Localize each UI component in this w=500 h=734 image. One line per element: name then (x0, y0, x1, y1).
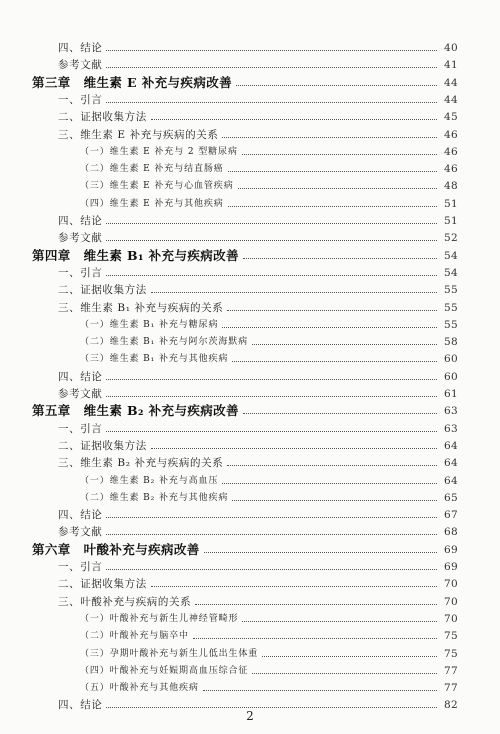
toc-entry-title: （二）叶酸补充与脑卒中 (80, 631, 189, 642)
toc-section-entry[interactable] (58, 520, 458, 538)
toc-entry-page-number: 44 (444, 93, 458, 106)
toc-entry-title: 一、引言 (58, 93, 103, 106)
toc-entry-page-number: 55 (444, 318, 458, 331)
toc-subsection-entry[interactable] (80, 469, 458, 487)
toc-entry-page-number: 77 (444, 682, 458, 695)
toc-entry-title: 第四章 维生素 B₁ 补充与疾病改善 (32, 247, 239, 263)
toc-entry-title: 参考文献 (58, 526, 103, 539)
toc-entry-title: （三）孕期叶酸补充与新生儿低出生体重 (80, 648, 259, 659)
dot-leader (243, 413, 437, 414)
toc-subsection-entry[interactable] (80, 330, 458, 348)
toc-section-entry[interactable] (58, 209, 458, 227)
toc-entry-page-number: 64 (444, 457, 458, 470)
dot-leader (106, 102, 437, 103)
toc-subsection-entry[interactable] (80, 624, 458, 642)
toc-entry-title: （四）维生素 E 补充与其他疾病 (80, 198, 224, 209)
toc-entry-page-number: 68 (444, 526, 458, 539)
dot-leader (238, 188, 437, 189)
toc-entry-page-number: 64 (444, 474, 458, 487)
dot-leader (151, 119, 437, 120)
toc-section-entry[interactable] (58, 296, 458, 314)
dot-leader (242, 154, 437, 155)
dot-leader (106, 67, 437, 68)
dot-leader (252, 344, 437, 345)
toc-chapter-entry[interactable] (32, 538, 458, 556)
toc-entry-title: 二、证据收集方法 (58, 439, 147, 452)
dot-leader (222, 327, 437, 328)
toc-entry-page-number: 69 (444, 543, 458, 556)
toc-subsection-entry[interactable] (80, 676, 458, 694)
dot-leader (232, 361, 437, 362)
toc-subsection-entry[interactable] (80, 347, 458, 365)
toc-entry-page-number: 40 (444, 42, 458, 54)
toc-entry-title: 二、证据收集方法 (58, 578, 147, 591)
toc-entry-title: 一、引言 (58, 561, 103, 573)
toc-entry-page-number: 51 (444, 197, 458, 210)
toc-entry-title: 三、叶酸补充与疾病的关系 (58, 595, 192, 608)
toc-entry-title: （五）叶酸补充与其他疾病 (80, 683, 199, 694)
toc-entry-page-number: 75 (444, 647, 458, 660)
toc-entry-page-number: 44 (444, 76, 458, 89)
toc-section-entry[interactable] (58, 572, 458, 590)
dot-leader (227, 465, 437, 466)
toc-section-entry[interactable] (58, 53, 458, 71)
toc-section-entry[interactable] (58, 555, 458, 573)
dot-leader (151, 586, 437, 587)
toc-entry-title: 四、结论 (58, 42, 103, 54)
dot-leader (193, 638, 437, 639)
toc-entry-page-number: 41 (444, 59, 458, 72)
toc-entry-title: 一、引言 (58, 266, 103, 279)
toc-entry-page-number: 55 (444, 284, 458, 297)
dot-leader (106, 534, 437, 535)
toc-entry-page-number: 45 (444, 111, 458, 124)
toc-entry-page-number: 46 (444, 128, 458, 141)
toc-entry-title: 第三章 维生素 E 补充与疾病改善 (32, 74, 233, 90)
toc-section-entry[interactable] (58, 88, 458, 106)
toc-entry-page-number: 65 (444, 491, 458, 504)
dot-leader (106, 275, 437, 276)
toc-entry-title: 第六章 叶酸补充与疾病改善 (32, 541, 200, 557)
toc-entry-title: （二）维生素 B₂ 补充与其他疾病 (80, 492, 229, 503)
toc-entry-page-number: 61 (444, 388, 458, 400)
toc-entry-page-number: 77 (444, 664, 458, 677)
toc-section-entry[interactable] (58, 382, 458, 400)
dot-leader (242, 621, 437, 622)
toc-section-entry[interactable] (58, 503, 458, 521)
toc-entry-title: 三、维生素 B₂ 补充与疾病的关系 (58, 457, 224, 470)
toc-entry-page-number: 64 (444, 439, 458, 452)
toc-entry-title: （三）维生素 E 补充与心血管疾病 (80, 181, 234, 192)
dot-leader (195, 604, 437, 605)
toc-chapter-entry[interactable] (32, 244, 458, 262)
dot-leader (106, 396, 437, 397)
toc-chapter-entry[interactable] (32, 399, 458, 417)
toc-entry-page-number: 70 (444, 595, 458, 608)
toc-entry-page-number: 48 (444, 180, 458, 193)
dot-leader (222, 483, 437, 484)
dot-leader (106, 431, 437, 432)
toc-entry-title: （二）维生素 E 补充与结直肠癌 (80, 164, 224, 175)
dot-leader (106, 517, 437, 518)
toc-entry-title: 一、引言 (58, 422, 103, 435)
toc-subsection-entry[interactable] (80, 174, 458, 192)
toc-entry-title: 参考文献 (58, 232, 103, 245)
toc-section-entry[interactable] (58, 123, 458, 141)
toc-entry-title: （一）维生素 B₂ 补充与高血压 (80, 475, 219, 486)
toc-subsection-entry[interactable] (80, 140, 458, 158)
dot-leader (228, 206, 437, 207)
toc-entry-page-number: 54 (444, 266, 458, 279)
toc-entry-page-number: 52 (444, 232, 458, 245)
toc-entry-title: 三、维生素 E 补充与疾病的关系 (58, 128, 219, 141)
toc-subsection-entry[interactable] (80, 192, 458, 210)
dot-leader (236, 85, 437, 86)
toc-entry-page-number: 55 (444, 301, 458, 314)
toc-entry-title: 四、结论 (58, 370, 103, 383)
dot-leader (106, 240, 437, 241)
toc-entry-page-number: 54 (444, 249, 458, 262)
dot-leader (222, 137, 437, 138)
dot-leader (106, 569, 437, 570)
toc-section-entry[interactable] (58, 261, 458, 279)
toc-entry-page-number: 51 (444, 215, 458, 227)
toc-subsection-entry[interactable] (80, 157, 458, 175)
toc-section-entry[interactable] (58, 105, 458, 123)
page-number: 2 (246, 709, 254, 723)
toc-entry-title: （四）叶酸补充与妊娠期高血压综合征 (80, 665, 249, 676)
dot-leader (106, 223, 437, 224)
toc-entry-page-number: 58 (444, 336, 458, 349)
toc-entry-page-number: 46 (444, 163, 458, 176)
toc-entry-title: 四、结论 (58, 509, 103, 522)
toc-subsection-entry[interactable] (80, 659, 458, 677)
toc-entry-title: （二）维生素 B₁ 补充与阿尔茨海默病 (80, 337, 249, 348)
dot-leader (262, 656, 437, 657)
toc-section-entry[interactable] (58, 365, 458, 383)
toc-section-entry[interactable] (58, 417, 458, 435)
toc-entry-title: 二、证据收集方法 (58, 111, 147, 124)
toc-entry-title: 二、证据收集方法 (58, 284, 147, 297)
toc-section-entry[interactable] (58, 451, 458, 469)
toc-section-entry[interactable] (58, 434, 458, 452)
toc-entry-page-number: 69 (444, 561, 458, 573)
dot-leader (106, 379, 437, 380)
toc-entry-title: （一）维生素 B₁ 补充与糖尿病 (80, 319, 219, 330)
toc-entry-title: 第五章 维生素 B₂ 补充与疾病改善 (32, 403, 239, 419)
toc-entry-title: 三、维生素 B₁ 补充与疾病的关系 (58, 301, 224, 314)
dot-leader (227, 310, 437, 311)
toc-entry-title: 参考文献 (58, 59, 103, 72)
dot-leader (151, 448, 437, 449)
dot-leader (106, 50, 437, 51)
dot-leader (252, 673, 437, 674)
toc-entry-title: （三）维生素 B₁ 补充与其他疾病 (80, 354, 229, 365)
toc-section-entry[interactable] (58, 278, 458, 296)
dot-leader (203, 690, 437, 691)
dot-leader (151, 292, 437, 293)
toc-entry-title: 四、结论 (58, 215, 103, 227)
dot-leader (232, 500, 437, 501)
toc-entry-page-number: 82 (444, 699, 458, 712)
toc-entry-page-number: 70 (444, 612, 458, 625)
toc-entry-title: 参考文献 (58, 388, 103, 400)
dot-leader (204, 552, 437, 553)
dot-leader (228, 171, 437, 172)
toc-subsection-entry[interactable] (80, 486, 458, 504)
toc-entry-page-number: 70 (444, 578, 458, 591)
toc-subsection-entry[interactable] (80, 642, 458, 660)
toc-entry-page-number: 63 (444, 405, 458, 418)
toc-entry-title: 四、结论 (58, 699, 103, 712)
toc-entry-title: （一）维生素 E 补充与 2 型糖尿病 (80, 146, 238, 157)
toc-entry-page-number: 60 (444, 353, 458, 366)
toc-section-entry[interactable] (58, 36, 458, 54)
toc-section-entry[interactable] (58, 226, 458, 244)
toc-subsection-entry[interactable] (80, 313, 458, 331)
toc-entry-page-number: 67 (444, 509, 458, 522)
dot-leader (243, 258, 437, 259)
toc-entry-title: （一）叶酸补充与新生儿神经管畸形 (80, 613, 239, 624)
toc-entry-page-number: 60 (444, 370, 458, 383)
toc-subsection-entry[interactable] (80, 607, 458, 625)
toc-entry-page-number: 63 (444, 422, 458, 435)
toc-chapter-entry[interactable] (32, 71, 458, 89)
toc-entry-page-number: 75 (444, 630, 458, 643)
toc-entry-page-number: 46 (444, 145, 458, 158)
toc-section-entry[interactable] (58, 590, 458, 608)
